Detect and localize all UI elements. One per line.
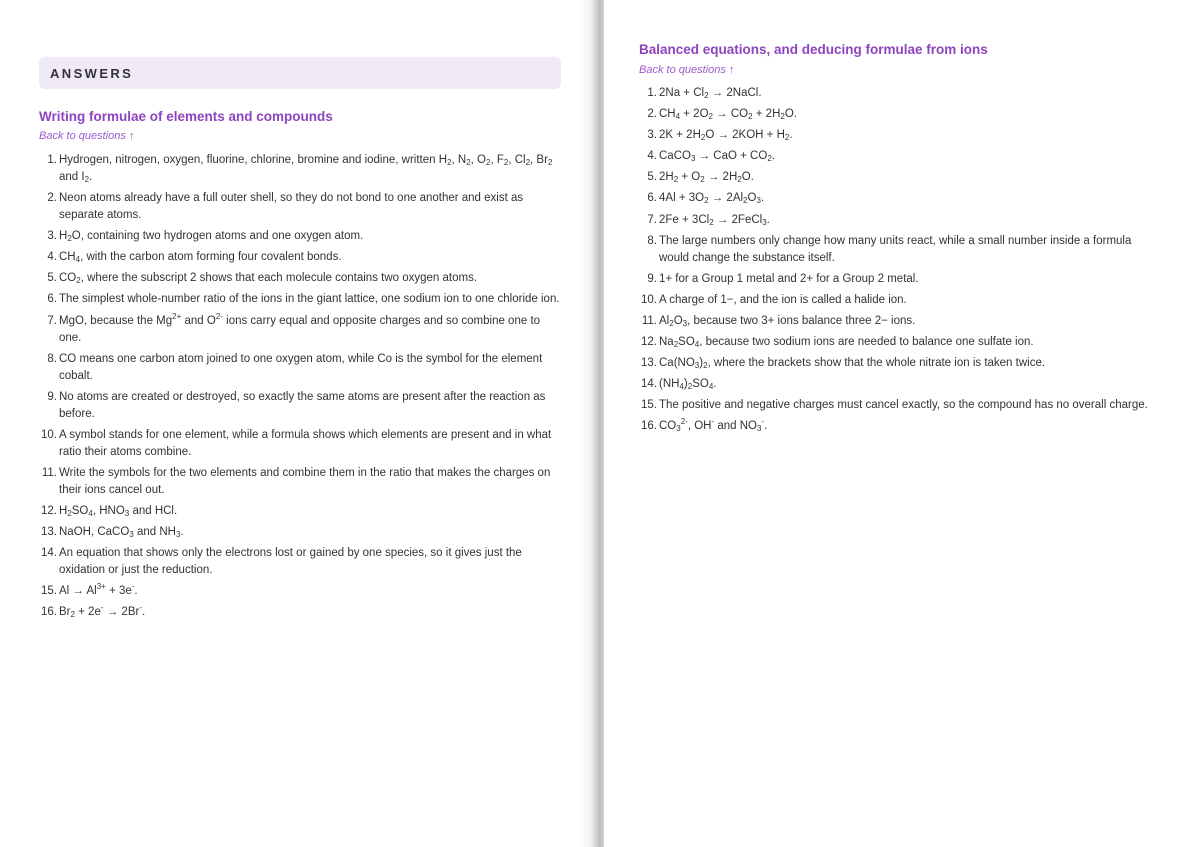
answer-text: An equation that shows only the electrons lost or gained by one species, so it gives just the oxidation or just the reduction. xyxy=(59,547,522,577)
formulae-answer-9 xyxy=(39,389,564,423)
equations-answer-13 xyxy=(639,355,1159,372)
answer-text: $Br_2 + 2e^- \to 2Br^-$. xyxy=(59,603,146,620)
answer-text: $Al_2O_3$, because two 3+ ions balance three 2− ions. xyxy=(659,314,916,328)
answer-number: 1. xyxy=(47,154,57,166)
answer-text: $(NH_4)_2SO_4$. xyxy=(659,378,717,392)
section-title-equations: Balanced equations, and deducing formulae from ions xyxy=(639,42,988,57)
equations-answer-7 xyxy=(639,212,1159,229)
formulae-answer-15 xyxy=(39,583,564,600)
answer-number: 8. xyxy=(647,234,657,247)
equations-answer-10 xyxy=(639,292,1159,309)
answer-number: 9. xyxy=(47,390,57,403)
answer-number: 11. xyxy=(641,314,657,327)
answer-number: 2. xyxy=(647,108,657,121)
answer-text: The positive and negative charges must cancel exactly, so the compound has no overall charge. xyxy=(659,399,1148,412)
equations-answer-16 xyxy=(639,418,1159,435)
right-page xyxy=(604,0,1200,847)
formulae-answer-8 xyxy=(39,351,564,385)
answer-text: The simplest whole-number ratio of the ions in the giant lattice, one sodium ion to one chloride ion. xyxy=(59,293,560,306)
answer-number: 14. xyxy=(641,378,657,391)
equations-answer-1 xyxy=(639,85,1159,102)
answer-text: $2Fe + 3Cl_2$ → 2FeCl$_3$. xyxy=(659,213,770,227)
answer-text: A symbol stands for one element, while a formula shows which elements are present and in what ratio their atoms combine. xyxy=(59,428,552,458)
formulae-answer-4 xyxy=(39,249,564,266)
answer-number: 13. xyxy=(41,526,57,539)
answer-number: 10. xyxy=(41,428,57,441)
answer-text: Neon atoms already have a full outer shell, so they do not bond to one another and exist as separate atoms. xyxy=(59,192,524,222)
answer-text: $2H_2 + O_2 \to 2H_2O$. xyxy=(659,171,754,185)
answer-number: 7. xyxy=(647,213,657,226)
answer-text: $CO_2$, where the subscript 2 shows that each molecule contains two oxygen atoms. xyxy=(59,272,478,286)
answer-number: 10. xyxy=(641,293,657,306)
answer-text: $Na_2SO_4$, because two sodium ions are needed to balance one sulfate ion. xyxy=(659,336,1034,350)
answer-number: 12. xyxy=(641,336,657,349)
answer-number: 11. xyxy=(41,466,57,479)
answer-number: 8. xyxy=(47,352,57,365)
formulae-answer-5 xyxy=(39,270,564,287)
answer-number: 13. xyxy=(641,357,657,370)
answer-list-formulae xyxy=(39,152,564,626)
answer-number: 15. xyxy=(641,399,657,412)
equations-answer-11 xyxy=(639,313,1159,330)
answer-number: 7. xyxy=(47,314,57,327)
equations-answer-15 xyxy=(639,397,1159,414)
back-to-questions-link-2[interactable]: Back to questions ↑ xyxy=(639,64,735,76)
formulae-answer-14 xyxy=(39,545,564,579)
answer-number: 5. xyxy=(647,171,657,184)
formulae-answer-16 xyxy=(39,604,564,621)
answer-text: 1+ for a Group 1 metal and 2+ for a Group 2 metal. xyxy=(659,272,919,285)
answer-text: $2Na + Cl_2$ → 2NaCl. xyxy=(659,87,762,100)
answer-text: $CH_4$, with the carbon atom forming four covalent bonds. xyxy=(59,251,342,265)
answer-number: 16. xyxy=(41,606,57,619)
equations-answer-8 xyxy=(639,233,1159,267)
answer-number: 4. xyxy=(647,150,657,163)
equations-answer-3 xyxy=(639,127,1159,144)
answer-text: Hydrogen, nitrogen, oxygen, fluorine, chlorine, bromine and iodine, written $H_2$, $N_2$, $O_2$, $F_2$, $Cl_2$, $Br_2$ and $I_2$. xyxy=(59,154,553,184)
answer-text: $CH_4 + 2O_2 \to CO_2 + 2H_2O$. xyxy=(659,108,797,122)
formulae-answer-3 xyxy=(39,228,564,245)
answers-header-band xyxy=(39,57,561,89)
answer-text: No atoms are created or destroyed, so exactly the same atoms are present after the reaction as before. xyxy=(59,390,546,420)
answer-number: 6. xyxy=(647,192,657,205)
formulae-answer-7 xyxy=(39,313,564,347)
equations-answer-2 xyxy=(639,106,1159,123)
answer-text: CaCO$_3$ → CaO + $CO_2$. xyxy=(659,150,775,164)
answer-number: 15. xyxy=(41,585,57,598)
answer-text: $H_2SO_4$, $HNO_3$ and HCl. xyxy=(59,505,178,519)
answer-text: $2K + 2H_2O \to 2KOH + H_2$. xyxy=(659,129,793,143)
answer-number: 3. xyxy=(647,129,657,142)
left-page xyxy=(0,0,596,847)
answer-number: 14. xyxy=(41,547,57,560)
answer-number: 1. xyxy=(647,87,657,99)
formulae-answer-10 xyxy=(39,427,564,461)
equations-answer-12 xyxy=(639,334,1159,351)
answer-text: $H_2O$, containing two hydrogen atoms and one oxygen atom. xyxy=(59,230,364,244)
answer-number: 6. xyxy=(47,293,57,306)
equations-answer-6 xyxy=(639,190,1159,207)
formulae-answer-13 xyxy=(39,524,564,541)
answer-text: The large numbers only change how many units react, while a small number inside a formula would change the substance itself. xyxy=(659,234,1132,264)
formulae-answer-2 xyxy=(39,190,564,224)
answer-text: $Al \to Al^{3+} + 3e^-$. xyxy=(59,582,138,598)
answer-text: A charge of 1−, and the ion is called a halide ion. xyxy=(659,293,907,306)
equations-answer-4 xyxy=(639,148,1159,165)
answer-text: $Ca(NO_3)_2$, where the brackets show that the whole nitrate ion is taken twice. xyxy=(659,357,1046,371)
answer-number: 16. xyxy=(641,420,657,433)
formulae-answer-11 xyxy=(39,465,564,499)
answer-number: 9. xyxy=(647,272,657,285)
equations-answer-5 xyxy=(639,169,1159,186)
answer-number: 12. xyxy=(41,505,57,518)
answers-header: ANSWERS xyxy=(50,66,134,81)
answer-text: Write the symbols for the two elements and combine them in the ratio that makes the charges on their ions cancel out. xyxy=(59,466,551,496)
answer-number: 2. xyxy=(47,192,57,205)
answer-number: 4. xyxy=(47,251,57,264)
answer-number: 5. xyxy=(47,272,57,285)
section-title-formulae: Writing formulae of elements and compounds xyxy=(39,109,333,124)
answer-text: $4Al + 3O_2 \to 2Al_2O_3$. xyxy=(659,192,765,206)
back-to-questions-link[interactable]: Back to questions ↑ xyxy=(39,130,135,142)
formulae-answer-1 xyxy=(39,152,564,186)
formulae-answer-6 xyxy=(39,291,564,308)
answer-text: $CO_3^{2-}$, OH- and $NO_3^-$. xyxy=(659,417,768,434)
answer-list-equations xyxy=(639,85,1159,440)
answer-text: CO means one carbon atom joined to one oxygen atom, while Co is the symbol for the element cobalt. xyxy=(59,352,543,382)
equations-answer-14 xyxy=(639,376,1159,393)
answer-number: 3. xyxy=(47,230,57,243)
answer-text: NaOH, CaCO$_3$ and $NH_3$. xyxy=(59,526,184,540)
formulae-answer-12 xyxy=(39,503,564,520)
answer-text: MgO, because the $Mg^{2+}$ and $O^{2-}$ ions carry equal and opposite charges and so combine one to one. xyxy=(59,311,541,344)
equations-answer-9 xyxy=(639,271,1159,288)
